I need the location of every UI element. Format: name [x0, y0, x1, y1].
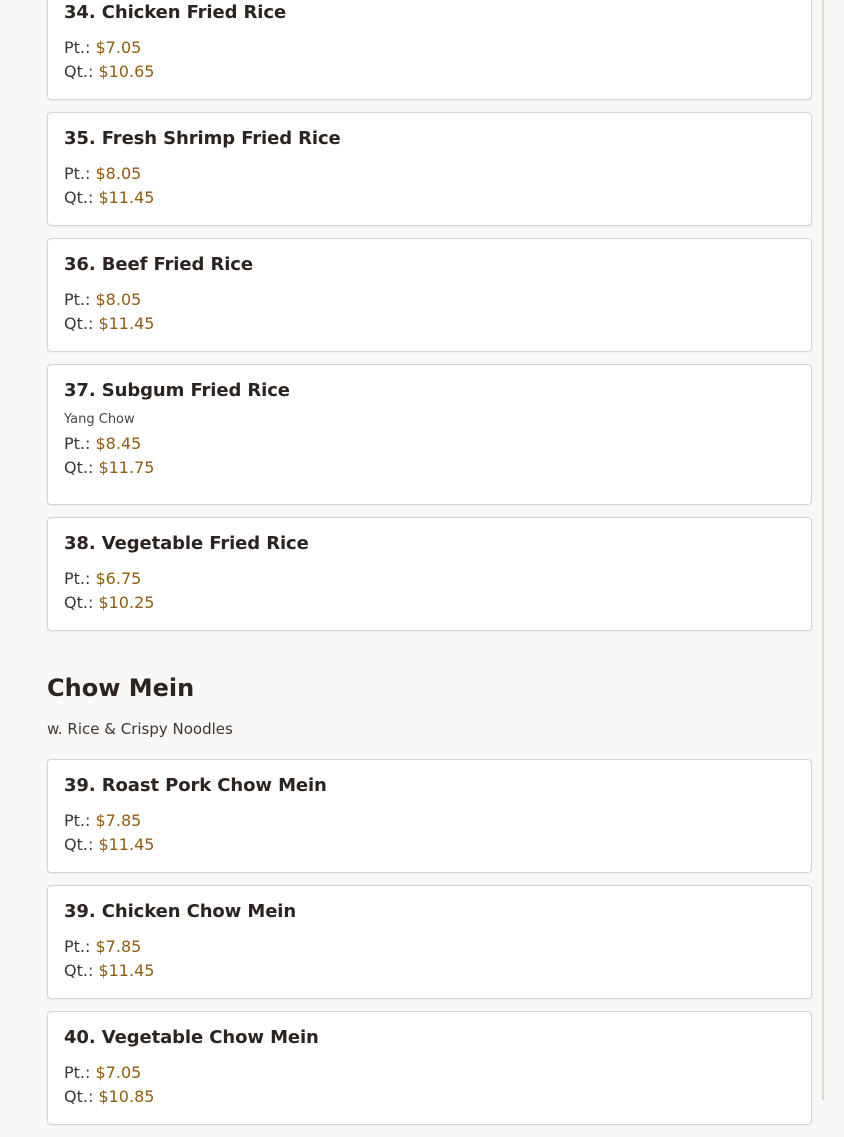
price-list [64, 162, 795, 210]
item-description: Yang Chow [64, 412, 135, 427]
quart-price-row [64, 186, 795, 210]
price-list [64, 809, 795, 857]
quart-price-row [64, 833, 795, 857]
quart-price: $10.25 [98, 593, 155, 612]
item-title: 39. Chicken Chow Mein [64, 901, 297, 922]
menu-item-card[interactable] [47, 0, 812, 100]
menu-item-card[interactable] [47, 238, 812, 352]
pint-price: $8.05 [95, 290, 142, 309]
pint-label: Pt.: [64, 290, 91, 309]
quart-price-row [64, 60, 795, 84]
item-title: 39. Roast Pork Chow Mein [64, 775, 327, 796]
quart-price-row [64, 959, 795, 983]
pint-label: Pt.: [64, 38, 91, 57]
pint-price-row [64, 567, 795, 591]
item-title: 36. Beef Fried Rice [64, 254, 253, 275]
quart-price-row [64, 591, 795, 615]
quart-label: Qt.: [64, 188, 94, 207]
quart-price: $10.65 [98, 62, 155, 81]
quart-price: $10.85 [98, 1087, 155, 1106]
menu-item-card[interactable] [47, 759, 812, 873]
pint-price-row [64, 288, 795, 312]
pint-label: Pt.: [64, 434, 91, 453]
pint-label: Pt.: [64, 164, 91, 183]
price-list [64, 432, 795, 480]
quart-label: Qt.: [64, 593, 94, 612]
price-list [64, 288, 795, 336]
item-title: 37. Subgum Fried Rice [64, 380, 290, 401]
pint-price-row [64, 162, 795, 186]
pint-price: $8.45 [95, 434, 142, 453]
section-title: Chow Mein [47, 674, 195, 702]
pint-price: $7.05 [95, 38, 142, 57]
quart-price: $11.75 [98, 458, 155, 477]
pint-label: Pt.: [64, 1063, 91, 1082]
pint-label: Pt.: [64, 569, 91, 588]
pint-label: Pt.: [64, 937, 91, 956]
price-list [64, 36, 795, 84]
menu-content [47, 0, 812, 1137]
menu-item-card[interactable] [47, 1011, 812, 1125]
pint-price-row [64, 935, 795, 959]
price-list [64, 935, 795, 983]
pint-price: $8.05 [95, 164, 142, 183]
quart-price-row [64, 312, 795, 336]
quart-price-row [64, 1085, 795, 1109]
menu-item-card[interactable] [47, 517, 812, 631]
pint-price: $7.85 [95, 937, 142, 956]
quart-label: Qt.: [64, 62, 94, 81]
section-header-chow-mein [47, 643, 812, 759]
section-subtitle: w. Rice & Crispy Noodles [47, 720, 233, 738]
quart-price: $11.45 [98, 835, 155, 854]
page-divider [822, 0, 824, 1100]
quart-price: $11.45 [98, 188, 155, 207]
item-title: 40. Vegetable Chow Mein [64, 1027, 319, 1048]
menu-item-card[interactable] [47, 112, 812, 226]
quart-label: Qt.: [64, 314, 94, 333]
quart-price-row [64, 456, 795, 480]
pint-price-row [64, 809, 795, 833]
quart-label: Qt.: [64, 1087, 94, 1106]
pint-price: $7.05 [95, 1063, 142, 1082]
quart-label: Qt.: [64, 961, 94, 980]
item-title: 38. Vegetable Fried Rice [64, 533, 309, 554]
pint-price-row [64, 36, 795, 60]
pint-price-row [64, 432, 795, 456]
pint-price: $7.85 [95, 811, 142, 830]
item-title: 35. Fresh Shrimp Fried Rice [64, 128, 341, 149]
price-list [64, 1061, 795, 1109]
quart-price: $11.45 [98, 314, 155, 333]
pint-label: Pt.: [64, 811, 91, 830]
menu-item-card[interactable] [47, 885, 812, 999]
quart-label: Qt.: [64, 458, 94, 477]
pint-price-row [64, 1061, 795, 1085]
item-title: 34. Chicken Fried Rice [64, 2, 287, 23]
quart-label: Qt.: [64, 835, 94, 854]
price-list [64, 567, 795, 615]
pint-price: $6.75 [95, 569, 142, 588]
menu-item-card[interactable] [47, 364, 812, 505]
quart-price: $11.45 [98, 961, 155, 980]
